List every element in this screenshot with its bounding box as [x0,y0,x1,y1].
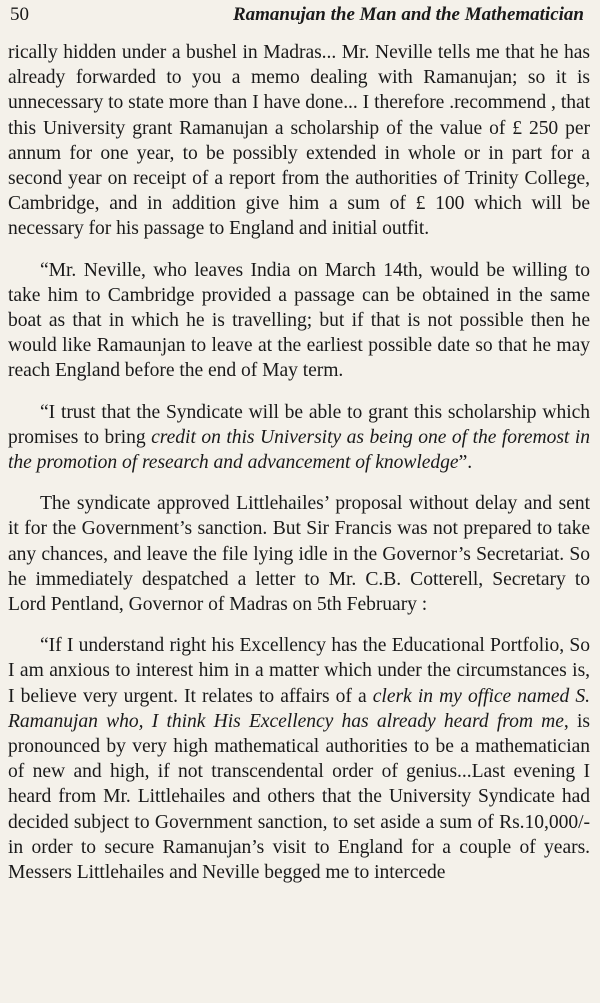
paragraph-3 [8,400,590,476]
paragraph-run: “Mr. Neville, who leaves India on March 14th, would be willing to take him to Cambridge provided a passage can be obtained in the same boat as that in which he is travelling; but if that is not possible then he would like Ramaunjan to leave at the earliest possible date so that he may reach England before the end of May term. [8,259,590,382]
body-text [8,40,590,885]
paragraph-italic-run: clerk in my office named S. Ramanujan who, I think His Excellency has already heard from me [8,685,590,732]
paragraph-run: “I trust that the Syndicate will be able to grant this scholarship which promises to bring [8,401,590,448]
paragraph-italic-run: credit on this University as being one of the foremost in the promotion of research and advancement of knowledge [8,426,590,474]
paragraph-1 [8,40,590,242]
running-title: Ramanujan the Man and the Mathematician [232,4,584,25]
paragraph-run: “If I understand right his Excellency has the Educational Portfolio, So I am anxious to interest him in a matter which under the circumstances is, I believe very urgent. It relates to affairs of a [8,635,590,707]
paragraph-run: , is pronounced by very high mathematical authorities to be a mathematician of new and high, if not transcendental order of genius...Last evening I heard from Mr. Littlehailes and others that the University Syndicate had decided subject to Government sanction, to set aside a sum of Rs.10,000/- in order to secure Ramanujan’s visit to England for a couple of years. Messers Littlehailes and Neville begged me to intercede [8,710,590,884]
paragraph-5 [8,633,590,885]
paragraph-4 [8,491,590,617]
paragraph-run: ”. [458,452,473,474]
page-header [8,0,590,40]
paragraph-2 [8,258,590,384]
page-number: 50 [10,4,29,25]
paragraph-run: The syndicate approved Littlehailes’ proposal without delay and sent it for the Government’s sanction. But Sir Francis was not prepared to take any chances, and leave the file lying idle in the Governor’s Secretariat. So he immediately despatched a letter to Mr. C.B. Cotterell, Secretary to Lord Pentland, Governor of Madras on 5th February : [8,493,590,616]
paragraph-run: rically hidden under a bushel in Madras... Mr. Neville tells me that he has already forwarded to you a memo dealing with Ramanujan; so it is unnecessary to state more than I have done... I therefore .recommend , that this University grant Ramanujan a scholarship of the value of £ 250 per annum for one year, to be possibly extended in whole or in part for a second year on receipt of a report from the authorities of Trinity College, Cambridge, and in addition give him a sum of £ 100 which will be necessary for his passage to England and initial outfit. [8,42,590,240]
